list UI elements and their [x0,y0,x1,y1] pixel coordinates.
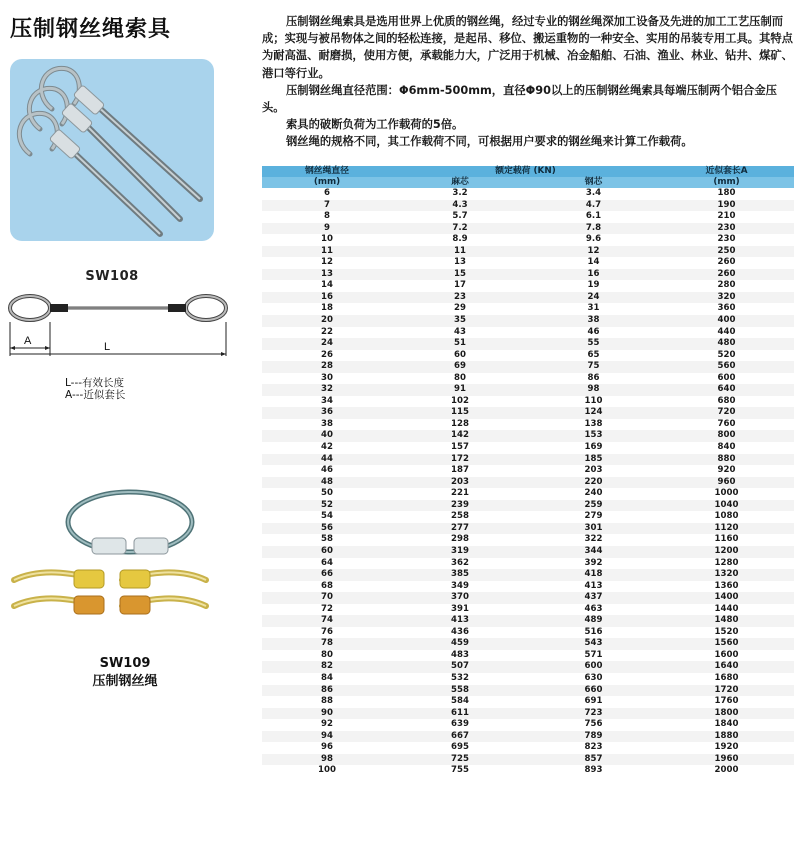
cell-steel-load: 124 [528,407,659,419]
cell-sleeve-length: 180 [659,188,794,200]
cell-sleeve-length: 1080 [659,511,794,523]
cell-hemp-load: 69 [392,361,528,373]
table-row [262,257,794,269]
cell-steel-load: 756 [528,719,659,731]
page-title: 压制钢丝绳索具 [10,17,172,42]
table-row [262,246,794,258]
table-row [262,731,794,743]
table-row [262,373,794,385]
cell-hemp-load: 128 [392,419,528,431]
table-row [262,269,794,281]
cell-hemp-load: 203 [392,477,528,489]
cell-steel-load: 789 [528,731,659,743]
cell-diameter: 68 [262,581,392,593]
cell-hemp-load: 29 [392,303,528,315]
cell-sleeve-length: 600 [659,373,794,385]
table-row [262,708,794,720]
sw109-caption [60,655,190,691]
cell-steel-load: 893 [528,765,659,777]
sw108-product-image [10,59,214,241]
cell-sleeve-length: 1160 [659,534,794,546]
cell-hemp-load: 8.9 [392,234,528,246]
table-row [262,327,794,339]
cell-sleeve-length: 1280 [659,558,794,570]
header-diameter-unit: (mm) [262,177,392,188]
cell-steel-load: 857 [528,754,659,766]
cell-sleeve-length: 1840 [659,719,794,731]
cell-diameter: 88 [262,696,392,708]
cell-steel-load: 16 [528,269,659,281]
cell-diameter: 76 [262,627,392,639]
cell-hemp-load: 35 [392,315,528,327]
cell-sleeve-length: 800 [659,430,794,442]
cell-diameter: 12 [262,257,392,269]
cell-hemp-load: 319 [392,546,528,558]
cell-diameter: 94 [262,731,392,743]
intro-paragraph-1: 压制钢丝绳索具是选用世界上优质的钢丝绳，经过专业的钢丝绳深加工设备及先进的加工工艺压制而成；实现与被吊物体之间的轻松连接，是起吊、移位、搬运重物的一种安全、实用的吊装专用工具。其特点为耐高温、耐磨损，使用方便，承载能力大，广泛用于机械、冶金船舶、石油、渔业、林业、钻井、煤矿、港口等行业。 [262,15,793,80]
cell-sleeve-length: 1360 [659,581,794,593]
diagram-legend [65,377,125,401]
cell-hemp-load: 277 [392,523,528,535]
cell-hemp-load: 157 [392,442,528,454]
table-row [262,673,794,685]
cell-hemp-load: 17 [392,280,528,292]
cell-hemp-load: 60 [392,350,528,362]
intro-paragraph-3: 索具的破断负荷为工作载荷的5倍。 [286,118,464,132]
cell-sleeve-length: 1640 [659,661,794,673]
cell-hemp-load: 362 [392,558,528,570]
cell-sleeve-length: 1320 [659,569,794,581]
table-row [262,569,794,581]
cell-diameter: 32 [262,384,392,396]
cell-sleeve-length: 520 [659,350,794,362]
cell-sleeve-length: 1040 [659,500,794,512]
table-row [262,350,794,362]
table-row [262,454,794,466]
table-row [262,685,794,697]
cell-diameter: 42 [262,442,392,454]
cell-steel-load: 344 [528,546,659,558]
cell-steel-load: 98 [528,384,659,396]
cell-sleeve-length: 1400 [659,592,794,604]
cell-steel-load: 413 [528,581,659,593]
cell-hemp-load: 695 [392,742,528,754]
cell-steel-load: 31 [528,303,659,315]
table-row [262,280,794,292]
cell-hemp-load: 7.2 [392,223,528,235]
cell-diameter: 40 [262,430,392,442]
table-row [262,407,794,419]
table-row [262,361,794,373]
cell-steel-load: 463 [528,604,659,616]
cell-sleeve-length: 260 [659,257,794,269]
cell-hemp-load: 15 [392,269,528,281]
cell-hemp-load: 221 [392,488,528,500]
cell-hemp-load: 91 [392,384,528,396]
cell-diameter: 20 [262,315,392,327]
intro-text [262,13,794,151]
table-row [262,604,794,616]
cell-hemp-load: 639 [392,719,528,731]
table-row [262,396,794,408]
cell-sleeve-length: 400 [659,315,794,327]
cell-hemp-load: 298 [392,534,528,546]
cell-hemp-load: 5.7 [392,211,528,223]
cell-diameter: 38 [262,419,392,431]
cell-steel-load: 9.6 [528,234,659,246]
cell-steel-load: 723 [528,708,659,720]
cell-sleeve-length: 1720 [659,685,794,697]
cell-diameter: 18 [262,303,392,315]
cell-diameter: 16 [262,292,392,304]
table-row [262,696,794,708]
table-row [262,719,794,731]
cell-diameter: 56 [262,523,392,535]
header-steel-core: 钢芯 [528,177,659,188]
cell-sleeve-length: 1520 [659,627,794,639]
diagram-label-a: A [24,335,32,347]
sw108-label: SW108 [85,269,139,284]
cell-steel-load: 46 [528,327,659,339]
sw109-name: 压制钢丝绳 [92,674,158,689]
cell-hemp-load: 349 [392,581,528,593]
cell-diameter: 100 [262,765,392,777]
table-row [262,477,794,489]
cell-steel-load: 279 [528,511,659,523]
table-row [262,384,794,396]
cell-diameter: 96 [262,742,392,754]
cell-diameter: 34 [262,396,392,408]
cell-sleeve-length: 1800 [659,708,794,720]
table-row [262,500,794,512]
cell-sleeve-length: 230 [659,234,794,246]
cell-diameter: 36 [262,407,392,419]
cell-sleeve-length: 720 [659,407,794,419]
cell-sleeve-length: 190 [659,200,794,212]
cell-diameter: 78 [262,638,392,650]
cell-sleeve-length: 760 [659,419,794,431]
cell-steel-load: 38 [528,315,659,327]
table-row [262,638,794,650]
cell-diameter: 26 [262,350,392,362]
cell-steel-load: 7.8 [528,223,659,235]
cell-steel-load: 630 [528,673,659,685]
cell-hemp-load: 13 [392,257,528,269]
table-row [262,419,794,431]
cell-hemp-load: 391 [392,604,528,616]
cell-hemp-load: 755 [392,765,528,777]
intro-paragraph-2: 压制钢丝绳直径范围：Φ6mm-500mm，直径Φ90以上的压制钢丝绳索具每端压制两个铝合金压头。 [262,83,777,115]
cell-diameter: 48 [262,477,392,489]
cell-sleeve-length: 1560 [659,638,794,650]
header-hemp-core: 麻芯 [392,177,528,188]
cell-sleeve-length: 1960 [659,754,794,766]
sw109-product-image [10,480,210,630]
cell-steel-load: 19 [528,280,659,292]
cell-steel-load: 600 [528,661,659,673]
sw109-code: SW109 [99,656,151,671]
cell-steel-load: 110 [528,396,659,408]
cell-hemp-load: 532 [392,673,528,685]
cell-hemp-load: 23 [392,292,528,304]
cell-hemp-load: 4.3 [392,200,528,212]
cell-diameter: 10 [262,234,392,246]
cell-diameter: 60 [262,546,392,558]
cell-hemp-load: 258 [392,511,528,523]
cell-hemp-load: 385 [392,569,528,581]
cell-hemp-load: 667 [392,731,528,743]
cell-steel-load: 169 [528,442,659,454]
spec-table [262,166,794,777]
cell-hemp-load: 43 [392,327,528,339]
sw108-photo-card [10,59,214,284]
cell-diameter: 86 [262,685,392,697]
cell-sleeve-length: 1920 [659,742,794,754]
cell-sleeve-length: 1480 [659,615,794,627]
cell-steel-load: 220 [528,477,659,489]
cell-sleeve-length: 1600 [659,650,794,662]
cell-sleeve-length: 1200 [659,546,794,558]
cell-diameter: 8 [262,211,392,223]
table-row [262,315,794,327]
legend-a: A---近似套长 [65,389,126,401]
table-row [262,581,794,593]
cell-diameter: 52 [262,500,392,512]
cell-hemp-load: 413 [392,615,528,627]
table-row [262,188,794,200]
cell-diameter: 9 [262,223,392,235]
table-row [262,534,794,546]
cell-sleeve-length: 560 [659,361,794,373]
cell-hemp-load: 584 [392,696,528,708]
diagram-label-l: L [104,341,111,353]
table-row [262,592,794,604]
cell-hemp-load: 51 [392,338,528,350]
table-row [262,558,794,570]
cell-sleeve-length: 1760 [659,696,794,708]
cell-sleeve-length: 640 [659,384,794,396]
intro-paragraph-4: 钢丝绳的规格不同，其工作载荷不同，可根据用户要求的钢丝绳来计算工作载荷。 [286,135,693,149]
cell-hemp-load: 80 [392,373,528,385]
table-row [262,211,794,223]
cell-sleeve-length: 440 [659,327,794,339]
cell-sleeve-length: 360 [659,303,794,315]
cell-diameter: 84 [262,673,392,685]
cell-steel-load: 660 [528,685,659,697]
cell-sleeve-length: 2000 [659,765,794,777]
cell-diameter: 64 [262,558,392,570]
table-row [262,742,794,754]
cell-sleeve-length: 210 [659,211,794,223]
cell-diameter: 13 [262,269,392,281]
cell-hemp-load: 3.2 [392,188,528,200]
dimension-diagram [6,286,236,366]
legend-l: L---有效长度 [65,377,125,389]
cell-diameter: 28 [262,361,392,373]
cell-diameter: 6 [262,188,392,200]
cell-sleeve-length: 250 [659,246,794,258]
header-load: 额定载荷 (KN) [392,166,659,177]
cell-sleeve-length: 320 [659,292,794,304]
cell-hemp-load: 725 [392,754,528,766]
cell-diameter: 92 [262,719,392,731]
cell-sleeve-length: 1880 [659,731,794,743]
cell-steel-load: 6.1 [528,211,659,223]
cell-steel-load: 543 [528,638,659,650]
cell-hemp-load: 459 [392,638,528,650]
cell-steel-load: 75 [528,361,659,373]
cell-steel-load: 489 [528,615,659,627]
cell-steel-load: 259 [528,500,659,512]
cell-diameter: 82 [262,661,392,673]
cell-hemp-load: 172 [392,454,528,466]
header-sleeve: 近似套长A [659,166,794,177]
table-row [262,234,794,246]
cell-diameter: 14 [262,280,392,292]
table-row [262,511,794,523]
cell-diameter: 58 [262,534,392,546]
cell-steel-load: 301 [528,523,659,535]
cell-diameter: 54 [262,511,392,523]
cell-diameter: 30 [262,373,392,385]
cell-steel-load: 14 [528,257,659,269]
cell-sleeve-length: 880 [659,454,794,466]
cell-sleeve-length: 1000 [659,488,794,500]
cell-steel-load: 691 [528,696,659,708]
table-row [262,754,794,766]
cell-sleeve-length: 960 [659,477,794,489]
cell-diameter: 70 [262,592,392,604]
table-row [262,465,794,477]
cell-steel-load: 823 [528,742,659,754]
cell-sleeve-length: 280 [659,280,794,292]
cell-steel-load: 322 [528,534,659,546]
table-row [262,200,794,212]
table-row [262,442,794,454]
cell-steel-load: 65 [528,350,659,362]
cell-steel-load: 12 [528,246,659,258]
cell-sleeve-length: 680 [659,396,794,408]
cell-hemp-load: 102 [392,396,528,408]
cell-steel-load: 392 [528,558,659,570]
cell-steel-load: 3.4 [528,188,659,200]
cell-hemp-load: 483 [392,650,528,662]
cell-diameter: 72 [262,604,392,616]
cell-steel-load: 24 [528,292,659,304]
cell-hemp-load: 11 [392,246,528,258]
cell-sleeve-length: 260 [659,269,794,281]
cell-steel-load: 203 [528,465,659,477]
cell-diameter: 66 [262,569,392,581]
table-row [262,765,794,777]
cell-steel-load: 4.7 [528,200,659,212]
table-row [262,223,794,235]
cell-diameter: 11 [262,246,392,258]
cell-hemp-load: 239 [392,500,528,512]
header-diameter: 钢丝绳直径 [262,166,392,177]
table-row [262,615,794,627]
cell-diameter: 7 [262,200,392,212]
header-sleeve-unit: (mm) [659,177,794,188]
cell-hemp-load: 436 [392,627,528,639]
cell-sleeve-length: 1440 [659,604,794,616]
cell-sleeve-length: 1680 [659,673,794,685]
cell-steel-load: 571 [528,650,659,662]
cell-hemp-load: 187 [392,465,528,477]
table-row [262,627,794,639]
cell-steel-load: 185 [528,454,659,466]
cell-hemp-load: 115 [392,407,528,419]
cell-steel-load: 240 [528,488,659,500]
table-row [262,303,794,315]
cell-hemp-load: 507 [392,661,528,673]
table-row [262,292,794,304]
table-row [262,661,794,673]
cell-diameter: 90 [262,708,392,720]
cell-steel-load: 418 [528,569,659,581]
cell-steel-load: 153 [528,430,659,442]
cell-steel-load: 138 [528,419,659,431]
cell-sleeve-length: 920 [659,465,794,477]
spec-table-body [262,188,794,777]
cell-sleeve-length: 840 [659,442,794,454]
cell-steel-load: 437 [528,592,659,604]
cell-diameter: 44 [262,454,392,466]
cell-diameter: 80 [262,650,392,662]
cell-hemp-load: 611 [392,708,528,720]
cell-diameter: 50 [262,488,392,500]
cell-hemp-load: 558 [392,685,528,697]
cell-diameter: 46 [262,465,392,477]
table-row [262,546,794,558]
cell-steel-load: 55 [528,338,659,350]
cell-hemp-load: 142 [392,430,528,442]
table-row [262,650,794,662]
cell-hemp-load: 370 [392,592,528,604]
table-row [262,488,794,500]
cell-diameter: 98 [262,754,392,766]
table-row [262,338,794,350]
cell-diameter: 24 [262,338,392,350]
cell-steel-load: 86 [528,373,659,385]
cell-sleeve-length: 1120 [659,523,794,535]
table-row [262,430,794,442]
cell-sleeve-length: 480 [659,338,794,350]
cell-steel-load: 516 [528,627,659,639]
cell-diameter: 74 [262,615,392,627]
cell-sleeve-length: 230 [659,223,794,235]
spec-table-wrapper [262,166,794,777]
cell-diameter: 22 [262,327,392,339]
table-row [262,523,794,535]
